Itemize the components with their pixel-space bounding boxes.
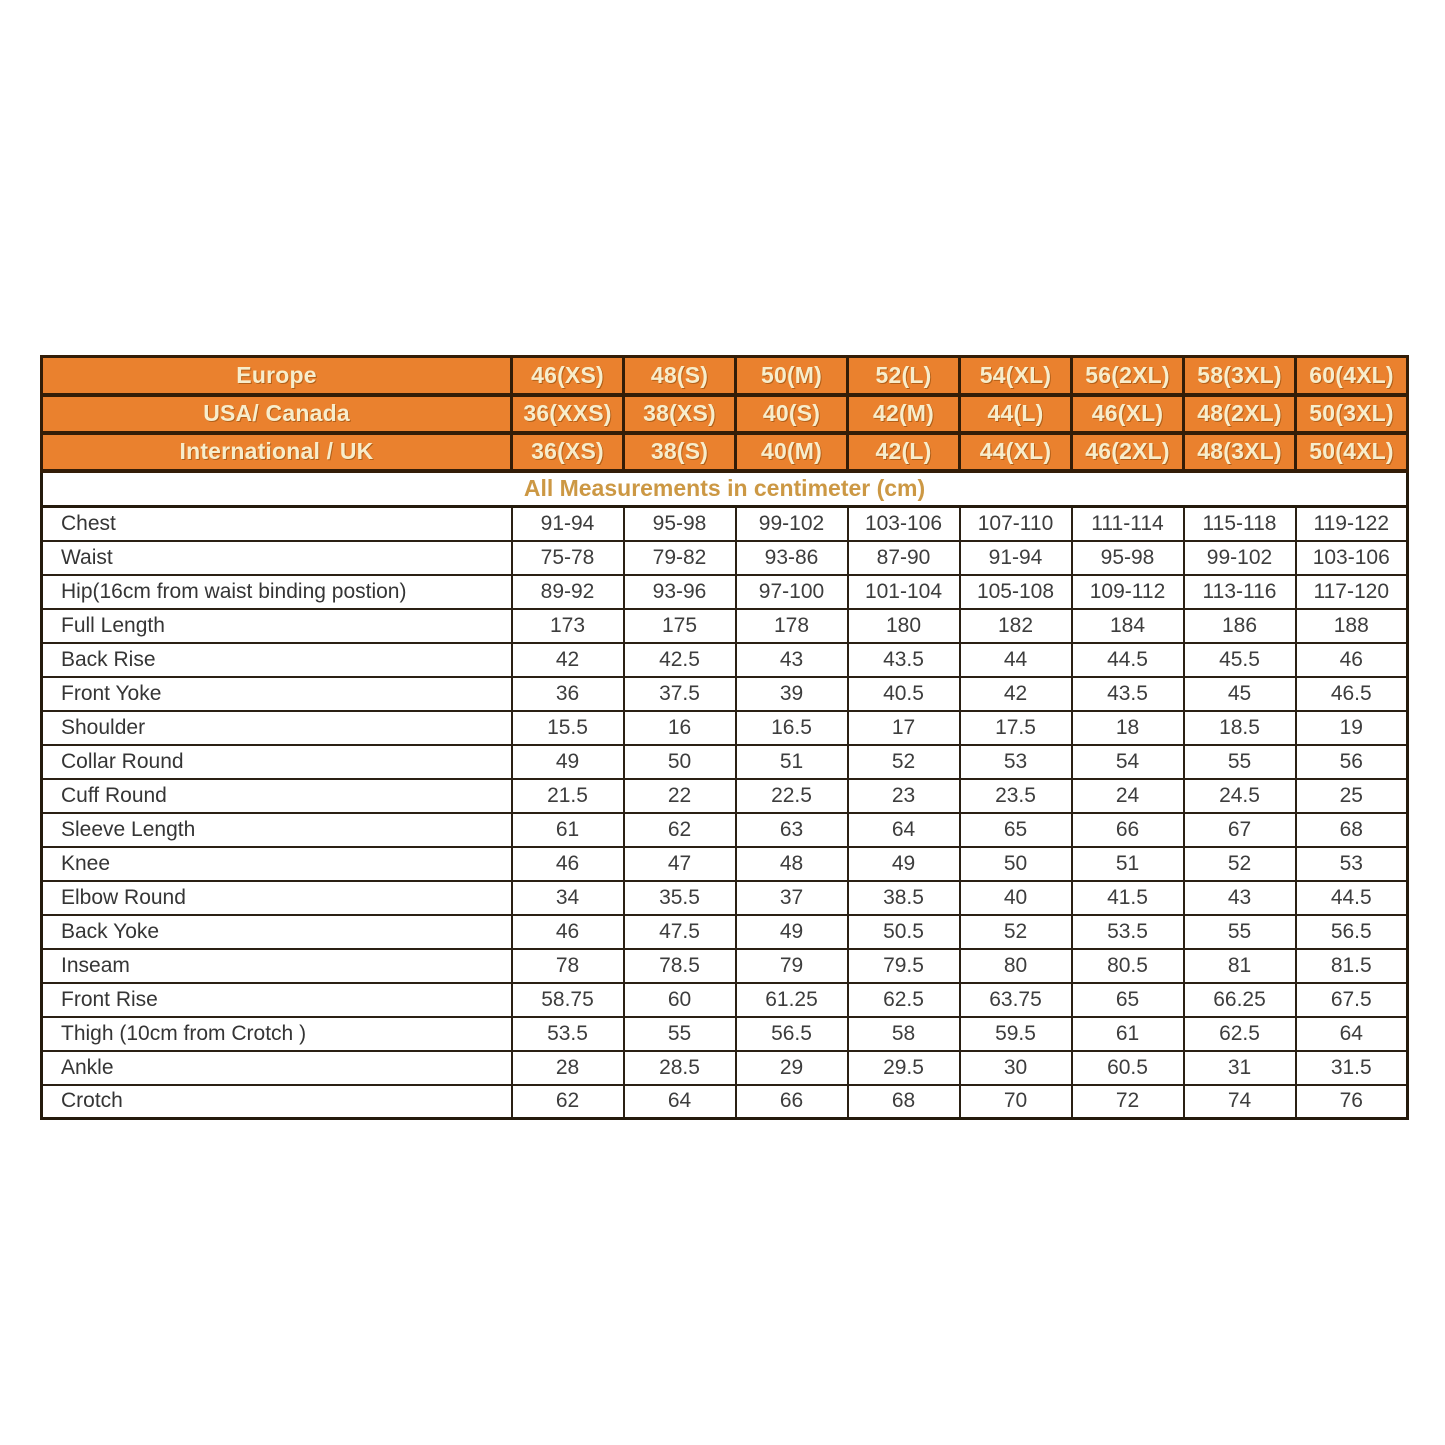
measurement-value: 66 bbox=[736, 1085, 848, 1119]
measurement-value: 72 bbox=[1072, 1085, 1184, 1119]
measurement-value: 91-94 bbox=[960, 541, 1072, 575]
measurement-label: Front Yoke bbox=[42, 677, 512, 711]
measurement-value: 24.5 bbox=[1184, 779, 1296, 813]
size-system-header bbox=[42, 357, 1408, 471]
size-chart-table bbox=[40, 355, 1409, 1120]
measurement-value: 91-94 bbox=[512, 507, 624, 541]
measurement-value: 52 bbox=[848, 745, 960, 779]
measurement-value: 31.5 bbox=[1296, 1051, 1408, 1085]
size-cell: 48(3XL) bbox=[1184, 433, 1296, 471]
measurement-value: 81.5 bbox=[1296, 949, 1408, 983]
measurement-value: 95-98 bbox=[1072, 541, 1184, 575]
measurement-value: 50 bbox=[624, 745, 736, 779]
measurement-label: Collar Round bbox=[42, 745, 512, 779]
measurements-body bbox=[42, 507, 1408, 1119]
measurement-value: 53.5 bbox=[512, 1017, 624, 1051]
measurement-row bbox=[42, 541, 1408, 575]
size-cell: 38(S) bbox=[624, 433, 736, 471]
measurement-value: 59.5 bbox=[960, 1017, 1072, 1051]
measurement-label: Waist bbox=[42, 541, 512, 575]
measurement-value: 70 bbox=[960, 1085, 1072, 1119]
measurement-row bbox=[42, 643, 1408, 677]
measurement-label: Thigh (10cm from Crotch ) bbox=[42, 1017, 512, 1051]
measurement-row bbox=[42, 847, 1408, 881]
measurement-value: 50.5 bbox=[848, 915, 960, 949]
size-cell: 56(2XL) bbox=[1072, 357, 1184, 395]
measurement-value: 42 bbox=[960, 677, 1072, 711]
size-cell: 46(2XL) bbox=[1072, 433, 1184, 471]
measurement-value: 45 bbox=[1184, 677, 1296, 711]
measurement-value: 79-82 bbox=[624, 541, 736, 575]
measurement-value: 19 bbox=[1296, 711, 1408, 745]
measurement-value: 67.5 bbox=[1296, 983, 1408, 1017]
measurement-value: 16.5 bbox=[736, 711, 848, 745]
measurement-value: 103-106 bbox=[848, 507, 960, 541]
measurement-value: 50 bbox=[960, 847, 1072, 881]
measurement-value: 80 bbox=[960, 949, 1072, 983]
measurement-value: 44.5 bbox=[1296, 881, 1408, 915]
measurement-label: Back Yoke bbox=[42, 915, 512, 949]
measurement-value: 173 bbox=[512, 609, 624, 643]
measurement-label: Ankle bbox=[42, 1051, 512, 1085]
measurement-value: 113-116 bbox=[1184, 575, 1296, 609]
measurement-value: 44 bbox=[960, 643, 1072, 677]
measurement-value: 18.5 bbox=[1184, 711, 1296, 745]
measurement-value: 61.25 bbox=[736, 983, 848, 1017]
measurement-value: 51 bbox=[736, 745, 848, 779]
measurement-value: 44.5 bbox=[1072, 643, 1184, 677]
measurement-value: 99-102 bbox=[736, 507, 848, 541]
measurement-value: 97-100 bbox=[736, 575, 848, 609]
size-system-row bbox=[42, 433, 1408, 471]
measurement-value: 178 bbox=[736, 609, 848, 643]
measurement-label: Sleeve Length bbox=[42, 813, 512, 847]
measurement-value: 58.75 bbox=[512, 983, 624, 1017]
measurement-value: 111-114 bbox=[1072, 507, 1184, 541]
measurement-value: 117-120 bbox=[1296, 575, 1408, 609]
measurement-value: 40 bbox=[960, 881, 1072, 915]
size-cell: 42(L) bbox=[848, 433, 960, 471]
measurement-value: 182 bbox=[960, 609, 1072, 643]
measurement-value: 15.5 bbox=[512, 711, 624, 745]
measurement-label: Full Length bbox=[42, 609, 512, 643]
measurement-value: 78 bbox=[512, 949, 624, 983]
units-row bbox=[42, 471, 1408, 507]
measurement-value: 107-110 bbox=[960, 507, 1072, 541]
size-system-row bbox=[42, 357, 1408, 395]
measurement-row bbox=[42, 983, 1408, 1017]
measurement-value: 65 bbox=[1072, 983, 1184, 1017]
measurement-row bbox=[42, 609, 1408, 643]
measurement-row bbox=[42, 915, 1408, 949]
measurement-value: 53 bbox=[1296, 847, 1408, 881]
measurement-value: 46 bbox=[512, 847, 624, 881]
measurement-value: 24 bbox=[1072, 779, 1184, 813]
measurement-value: 55 bbox=[1184, 915, 1296, 949]
measurement-value: 53.5 bbox=[1072, 915, 1184, 949]
measurement-value: 45.5 bbox=[1184, 643, 1296, 677]
measurement-value: 43.5 bbox=[1072, 677, 1184, 711]
measurement-value: 75-78 bbox=[512, 541, 624, 575]
measurement-value: 65 bbox=[960, 813, 1072, 847]
measurement-value: 35.5 bbox=[624, 881, 736, 915]
size-cell: 48(2XL) bbox=[1184, 395, 1296, 433]
measurement-value: 17.5 bbox=[960, 711, 1072, 745]
measurement-value: 47.5 bbox=[624, 915, 736, 949]
measurement-label: Front Rise bbox=[42, 983, 512, 1017]
measurement-value: 60 bbox=[624, 983, 736, 1017]
measurement-value: 43 bbox=[736, 643, 848, 677]
measurement-value: 64 bbox=[848, 813, 960, 847]
measurement-value: 93-86 bbox=[736, 541, 848, 575]
measurement-row bbox=[42, 1051, 1408, 1085]
size-cell: 38(XS) bbox=[624, 395, 736, 433]
measurement-value: 53 bbox=[960, 745, 1072, 779]
measurement-value: 55 bbox=[1184, 745, 1296, 779]
measurement-value: 64 bbox=[1296, 1017, 1408, 1051]
measurement-value: 62 bbox=[624, 813, 736, 847]
measurement-row bbox=[42, 813, 1408, 847]
measurement-value: 16 bbox=[624, 711, 736, 745]
size-cell: 50(4XL) bbox=[1296, 433, 1408, 471]
size-system-row bbox=[42, 395, 1408, 433]
size-cell: 42(M) bbox=[848, 395, 960, 433]
measurement-value: 81 bbox=[1184, 949, 1296, 983]
measurement-value: 47 bbox=[624, 847, 736, 881]
measurement-label: Inseam bbox=[42, 949, 512, 983]
measurement-row bbox=[42, 949, 1408, 983]
measurement-row bbox=[42, 507, 1408, 541]
measurement-value: 180 bbox=[848, 609, 960, 643]
measurement-label: Back Rise bbox=[42, 643, 512, 677]
size-cell: 48(S) bbox=[624, 357, 736, 395]
measurement-row bbox=[42, 745, 1408, 779]
measurement-value: 119-122 bbox=[1296, 507, 1408, 541]
measurement-value: 52 bbox=[1184, 847, 1296, 881]
size-cell: 44(L) bbox=[960, 395, 1072, 433]
measurement-value: 49 bbox=[848, 847, 960, 881]
measurement-value: 56.5 bbox=[736, 1017, 848, 1051]
measurement-row bbox=[42, 1017, 1408, 1051]
measurement-value: 43.5 bbox=[848, 643, 960, 677]
size-cell: 46(XL) bbox=[1072, 395, 1184, 433]
measurement-value: 103-106 bbox=[1296, 541, 1408, 575]
measurement-value: 48 bbox=[736, 847, 848, 881]
measurement-row bbox=[42, 575, 1408, 609]
measurement-value: 41.5 bbox=[1072, 881, 1184, 915]
measurement-value: 63 bbox=[736, 813, 848, 847]
measurement-value: 68 bbox=[1296, 813, 1408, 847]
measurement-row bbox=[42, 881, 1408, 915]
measurement-label: Knee bbox=[42, 847, 512, 881]
measurement-label: Elbow Round bbox=[42, 881, 512, 915]
measurement-row bbox=[42, 1085, 1408, 1119]
measurement-value: 55 bbox=[624, 1017, 736, 1051]
measurement-value: 79.5 bbox=[848, 949, 960, 983]
size-cell: 52(L) bbox=[848, 357, 960, 395]
measurement-value: 46 bbox=[1296, 643, 1408, 677]
measurement-value: 40.5 bbox=[848, 677, 960, 711]
measurement-value: 68 bbox=[848, 1085, 960, 1119]
measurement-value: 17 bbox=[848, 711, 960, 745]
measurement-value: 66.25 bbox=[1184, 983, 1296, 1017]
measurement-value: 64 bbox=[624, 1085, 736, 1119]
measurement-value: 38.5 bbox=[848, 881, 960, 915]
measurement-value: 61 bbox=[512, 813, 624, 847]
measurement-value: 62.5 bbox=[848, 983, 960, 1017]
measurement-label: Chest bbox=[42, 507, 512, 541]
measurement-value: 54 bbox=[1072, 745, 1184, 779]
measurement-value: 37 bbox=[736, 881, 848, 915]
size-cell: 58(3XL) bbox=[1184, 357, 1296, 395]
measurement-value: 46.5 bbox=[1296, 677, 1408, 711]
measurement-value: 89-92 bbox=[512, 575, 624, 609]
measurement-label: Hip(16cm from waist binding postion) bbox=[42, 575, 512, 609]
measurement-value: 105-108 bbox=[960, 575, 1072, 609]
measurement-value: 22 bbox=[624, 779, 736, 813]
size-cell: 36(XXS) bbox=[512, 395, 624, 433]
measurement-value: 29.5 bbox=[848, 1051, 960, 1085]
size-system-label: Europe bbox=[42, 357, 512, 395]
measurement-value: 56 bbox=[1296, 745, 1408, 779]
measurement-value: 23 bbox=[848, 779, 960, 813]
measurement-row bbox=[42, 779, 1408, 813]
measurement-value: 67 bbox=[1184, 813, 1296, 847]
measurement-value: 43 bbox=[1184, 881, 1296, 915]
measurement-value: 49 bbox=[512, 745, 624, 779]
measurement-value: 186 bbox=[1184, 609, 1296, 643]
size-cell: 46(XS) bbox=[512, 357, 624, 395]
measurement-value: 22.5 bbox=[736, 779, 848, 813]
measurement-value: 52 bbox=[960, 915, 1072, 949]
measurement-row bbox=[42, 677, 1408, 711]
measurement-value: 109-112 bbox=[1072, 575, 1184, 609]
measurement-value: 29 bbox=[736, 1051, 848, 1085]
measurement-value: 37.5 bbox=[624, 677, 736, 711]
size-cell: 50(M) bbox=[736, 357, 848, 395]
measurement-label: Cuff Round bbox=[42, 779, 512, 813]
size-cell: 54(XL) bbox=[960, 357, 1072, 395]
size-cell: 40(S) bbox=[736, 395, 848, 433]
measurement-value: 95-98 bbox=[624, 507, 736, 541]
measurement-value: 25 bbox=[1296, 779, 1408, 813]
size-cell: 50(3XL) bbox=[1296, 395, 1408, 433]
size-system-label: USA/ Canada bbox=[42, 395, 512, 433]
measurement-value: 42.5 bbox=[624, 643, 736, 677]
measurement-value: 62.5 bbox=[1184, 1017, 1296, 1051]
measurement-value: 87-90 bbox=[848, 541, 960, 575]
measurement-value: 39 bbox=[736, 677, 848, 711]
measurement-value: 36 bbox=[512, 677, 624, 711]
measurement-value: 49 bbox=[736, 915, 848, 949]
measurement-value: 56.5 bbox=[1296, 915, 1408, 949]
measurement-value: 61 bbox=[1072, 1017, 1184, 1051]
measurement-value: 42 bbox=[512, 643, 624, 677]
measurement-value: 188 bbox=[1296, 609, 1408, 643]
measurement-value: 80.5 bbox=[1072, 949, 1184, 983]
measurement-value: 28 bbox=[512, 1051, 624, 1085]
measurement-value: 51 bbox=[1072, 847, 1184, 881]
measurement-row bbox=[42, 711, 1408, 745]
measurement-value: 66 bbox=[1072, 813, 1184, 847]
measurement-value: 101-104 bbox=[848, 575, 960, 609]
size-cell: 40(M) bbox=[736, 433, 848, 471]
measurement-value: 76 bbox=[1296, 1085, 1408, 1119]
measurement-value: 175 bbox=[624, 609, 736, 643]
measurement-label: Crotch bbox=[42, 1085, 512, 1119]
size-cell: 60(4XL) bbox=[1296, 357, 1408, 395]
measurement-value: 18 bbox=[1072, 711, 1184, 745]
measurement-value: 184 bbox=[1072, 609, 1184, 643]
measurement-value: 74 bbox=[1184, 1085, 1296, 1119]
measurement-value: 60.5 bbox=[1072, 1051, 1184, 1085]
size-cell: 36(XS) bbox=[512, 433, 624, 471]
size-cell: 44(XL) bbox=[960, 433, 1072, 471]
measurement-label: Shoulder bbox=[42, 711, 512, 745]
measurement-value: 31 bbox=[1184, 1051, 1296, 1085]
measurement-value: 79 bbox=[736, 949, 848, 983]
measurement-value: 63.75 bbox=[960, 983, 1072, 1017]
measurement-value: 78.5 bbox=[624, 949, 736, 983]
measurement-value: 62 bbox=[512, 1085, 624, 1119]
measurement-value: 58 bbox=[848, 1017, 960, 1051]
measurement-value: 99-102 bbox=[1184, 541, 1296, 575]
size-system-label: International / UK bbox=[42, 433, 512, 471]
units-note: All Measurements in centimeter (cm) bbox=[42, 471, 1408, 507]
measurement-value: 93-96 bbox=[624, 575, 736, 609]
measurement-value: 115-118 bbox=[1184, 507, 1296, 541]
measurement-value: 46 bbox=[512, 915, 624, 949]
measurement-value: 30 bbox=[960, 1051, 1072, 1085]
measurement-value: 21.5 bbox=[512, 779, 624, 813]
measurement-value: 34 bbox=[512, 881, 624, 915]
measurement-value: 28.5 bbox=[624, 1051, 736, 1085]
measurement-value: 23.5 bbox=[960, 779, 1072, 813]
